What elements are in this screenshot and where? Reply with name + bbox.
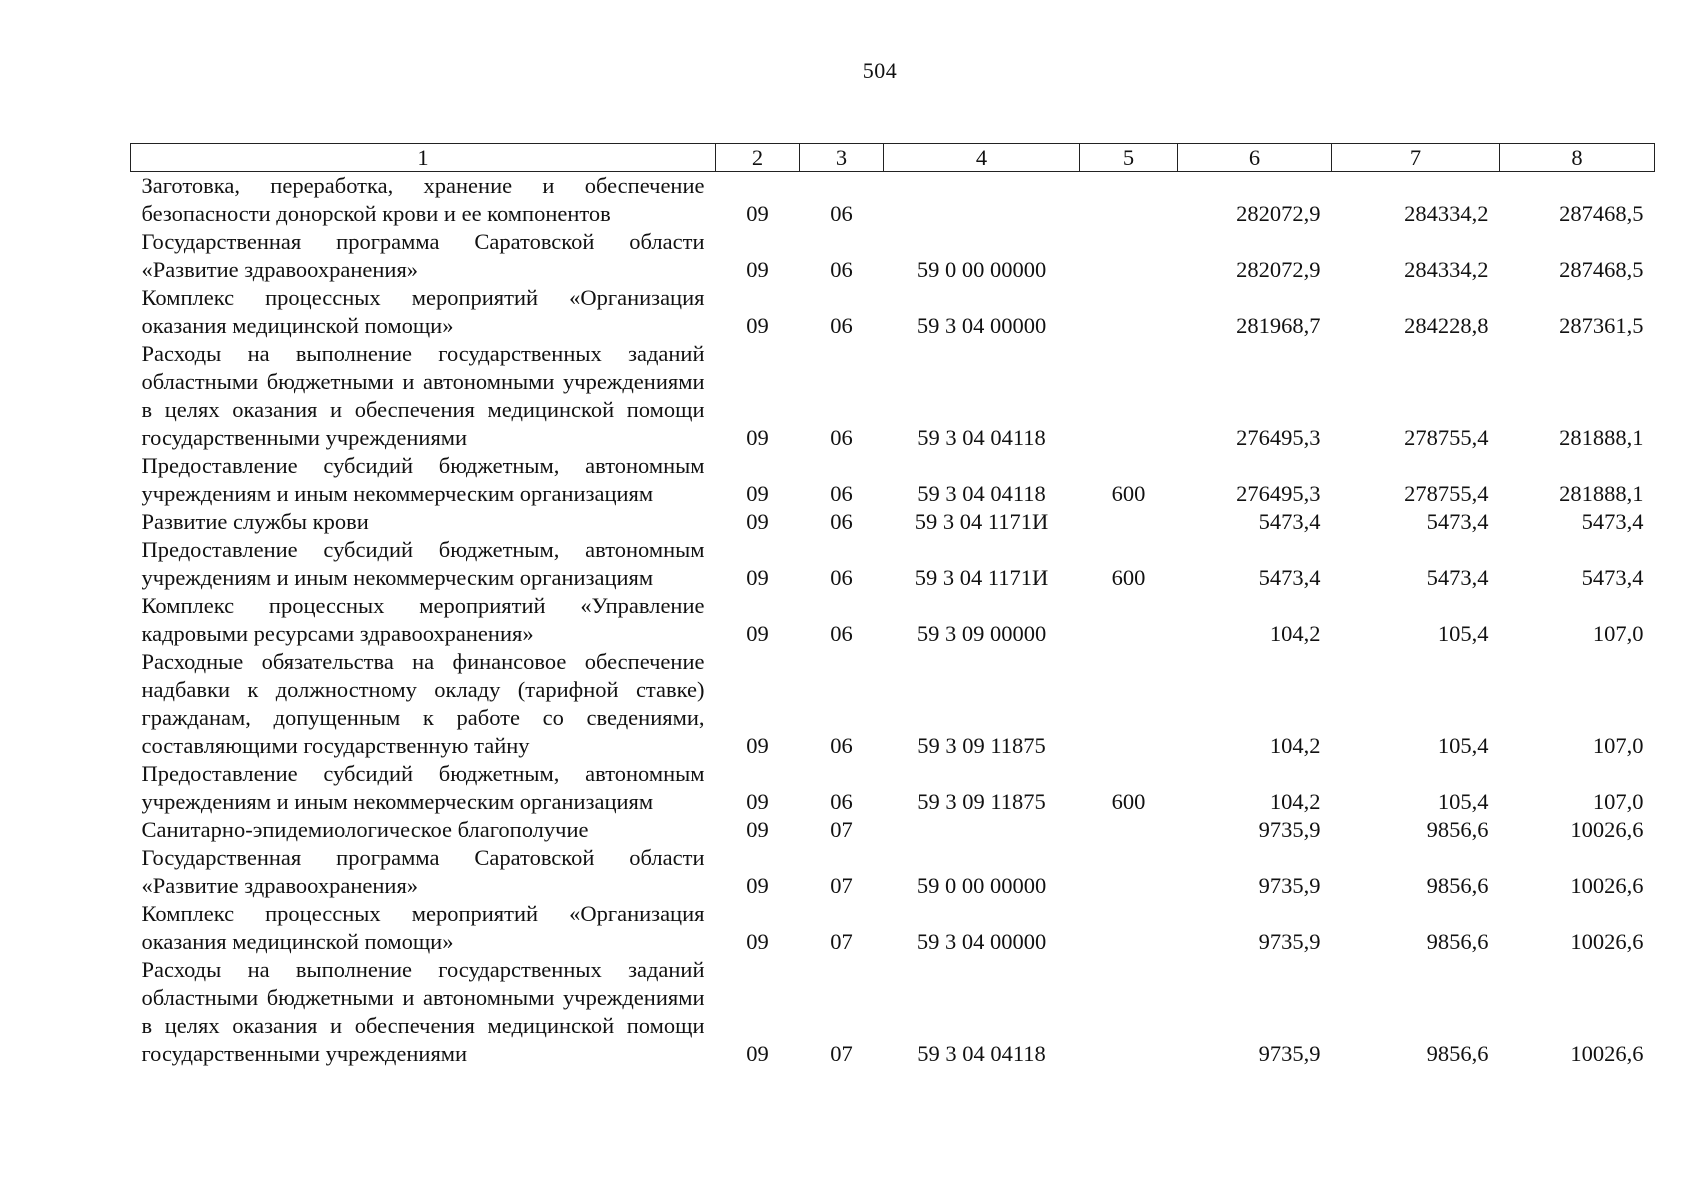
amount-col6: 281968,7 xyxy=(1236,313,1321,338)
amount-col7: 105,4 xyxy=(1437,789,1489,814)
column-header: 1 xyxy=(131,144,716,172)
amount-col8: 287468,5 xyxy=(1559,201,1644,226)
row-name: Развитие службы крови xyxy=(141,509,369,534)
amount-col7: 9856,6 xyxy=(1426,817,1489,842)
table-row xyxy=(131,508,1655,536)
row-name: Санитарно-эпидемиологическое благополучие xyxy=(141,817,589,842)
table-row xyxy=(131,452,1655,508)
amount-col8: 107,0 xyxy=(1592,733,1644,758)
amount-col6: 276495,3 xyxy=(1236,481,1321,506)
amount-col6: 5473,4 xyxy=(1258,565,1321,590)
amount-col7: 9856,6 xyxy=(1426,1041,1489,1066)
amount-col7: 284334,2 xyxy=(1404,201,1489,226)
column-header: 3 xyxy=(800,144,884,172)
amount-col7: 105,4 xyxy=(1437,733,1489,758)
row-name: Государственная программа Саратовской области «Развитие здравоохранения» xyxy=(141,845,705,898)
section-code: 09 xyxy=(746,1041,769,1066)
expense-type-code xyxy=(1080,228,1178,284)
table-row xyxy=(131,284,1655,340)
subsection-code: 06 xyxy=(830,481,853,506)
target-article-code: 59 3 09 00000 xyxy=(916,621,1047,646)
amount-col6: 104,2 xyxy=(1269,621,1321,646)
section-code: 09 xyxy=(746,565,769,590)
amount-col8: 10026,6 xyxy=(1570,929,1644,954)
target-article-code xyxy=(884,172,1080,229)
amount-col7: 105,4 xyxy=(1437,621,1489,646)
subsection-code: 06 xyxy=(830,509,853,534)
subsection-code: 06 xyxy=(830,313,853,338)
target-article-code: 59 3 04 00000 xyxy=(916,929,1047,954)
section-code: 09 xyxy=(746,313,769,338)
page-number: 504 xyxy=(862,58,898,83)
row-name: Предоставление субсидий бюджетным, автономным учреждениям и иным некоммерческим организациям xyxy=(141,761,705,814)
amount-col7: 9856,6 xyxy=(1426,929,1489,954)
column-header: 6 xyxy=(1178,144,1332,172)
table-row xyxy=(131,956,1655,1068)
section-code: 09 xyxy=(746,789,769,814)
subsection-code: 06 xyxy=(830,733,853,758)
section-code: 09 xyxy=(746,509,769,534)
amount-col8: 107,0 xyxy=(1592,789,1644,814)
table-row xyxy=(131,172,1655,229)
amount-col8: 10026,6 xyxy=(1570,817,1644,842)
section-code: 09 xyxy=(746,733,769,758)
table-row xyxy=(131,760,1655,816)
column-header: 7 xyxy=(1332,144,1500,172)
amount-col7: 5473,4 xyxy=(1426,509,1489,534)
expense-type-code xyxy=(1080,508,1178,536)
amount-col8: 287361,5 xyxy=(1559,313,1644,338)
amount-col6: 276495,3 xyxy=(1236,425,1321,450)
section-code: 09 xyxy=(746,873,769,898)
expense-type-code xyxy=(1080,340,1178,452)
header-row xyxy=(131,144,1655,172)
column-header: 5 xyxy=(1080,144,1178,172)
amount-col8: 10026,6 xyxy=(1570,873,1644,898)
expense-type-code xyxy=(1080,592,1178,648)
target-article-code: 59 0 00 00000 xyxy=(916,257,1047,282)
expense-type-code xyxy=(1080,956,1178,1068)
section-code: 09 xyxy=(746,621,769,646)
amount-col8: 281888,1 xyxy=(1559,481,1644,506)
amount-col7: 284228,8 xyxy=(1404,313,1489,338)
subsection-code: 06 xyxy=(830,425,853,450)
section-code: 09 xyxy=(746,817,769,842)
row-name: Комплекс процессных мероприятий «Управление кадровыми ресурсами здравоохранения» xyxy=(141,593,705,646)
amount-col6: 282072,9 xyxy=(1236,257,1321,282)
amount-col8: 107,0 xyxy=(1592,621,1644,646)
amount-col6: 9735,9 xyxy=(1258,1041,1321,1066)
row-name: Расходы на выполнение государственных заданий областными бюджетными и автономными учреждениями в целях оказания и обеспечения медицинской помощи государственными учреждениями xyxy=(141,957,705,1066)
target-article-code: 59 3 04 04118 xyxy=(917,425,1046,450)
section-code: 09 xyxy=(746,425,769,450)
expense-type-code xyxy=(1080,172,1178,229)
expense-type-code xyxy=(1080,648,1178,760)
section-code: 09 xyxy=(746,929,769,954)
expense-type-code: 600 xyxy=(1111,565,1146,590)
amount-col7: 278755,4 xyxy=(1404,425,1489,450)
subsection-code: 07 xyxy=(830,929,853,954)
expense-type-code xyxy=(1080,900,1178,956)
amount-col6: 5473,4 xyxy=(1258,509,1321,534)
amount-col8: 10026,6 xyxy=(1570,1041,1644,1066)
table-row xyxy=(131,900,1655,956)
table-row xyxy=(131,228,1655,284)
expense-type-code: 600 xyxy=(1111,481,1146,506)
expense-type-code xyxy=(1080,844,1178,900)
section-code: 09 xyxy=(746,201,769,226)
table-row xyxy=(131,340,1655,452)
target-article-code: 59 3 04 04118 xyxy=(917,481,1046,506)
amount-col7: 278755,4 xyxy=(1404,481,1489,506)
table-row xyxy=(131,592,1655,648)
expense-type-code xyxy=(1080,816,1178,844)
row-name: Комплекс процессных мероприятий «Организация оказания медицинской помощи» xyxy=(141,285,705,338)
amount-col6: 104,2 xyxy=(1269,733,1321,758)
subsection-code: 07 xyxy=(830,817,853,842)
amount-col8: 5473,4 xyxy=(1581,565,1644,590)
section-code: 09 xyxy=(746,481,769,506)
target-article-code: 59 0 00 00000 xyxy=(916,873,1047,898)
column-header: 4 xyxy=(884,144,1080,172)
subsection-code: 06 xyxy=(830,789,853,814)
column-header: 8 xyxy=(1500,144,1655,172)
section-code: 09 xyxy=(746,257,769,282)
row-name: Комплекс процессных мероприятий «Организация оказания медицинской помощи» xyxy=(141,901,705,954)
row-name: Государственная программа Саратовской области «Развитие здравоохранения» xyxy=(141,229,705,282)
amount-col7: 284334,2 xyxy=(1404,257,1489,282)
amount-col6: 9735,9 xyxy=(1258,817,1321,842)
subsection-code: 06 xyxy=(830,565,853,590)
amount-col7: 5473,4 xyxy=(1426,565,1489,590)
target-article-code: 59 3 04 00000 xyxy=(916,313,1047,338)
amount-col8: 287468,5 xyxy=(1559,257,1644,282)
table-row xyxy=(131,648,1655,760)
amount-col6: 282072,9 xyxy=(1236,201,1321,226)
amount-col8: 5473,4 xyxy=(1581,509,1644,534)
row-name: Предоставление субсидий бюджетным, автономным учреждениям и иным некоммерческим организациям xyxy=(141,453,705,506)
row-name: Предоставление субсидий бюджетным, автономным учреждениям и иным некоммерческим организациям xyxy=(141,537,705,590)
row-name: Расходы на выполнение государственных заданий областными бюджетными и автономными учреждениями в целях оказания и обеспечения медицинской помощи государственными учреждениями xyxy=(141,341,705,450)
subsection-code: 06 xyxy=(830,621,853,646)
subsection-code: 06 xyxy=(830,257,853,282)
amount-col6: 9735,9 xyxy=(1258,929,1321,954)
target-article-code xyxy=(884,816,1080,844)
target-article-code: 59 3 09 11875 xyxy=(917,733,1046,758)
target-article-code: 59 3 04 1171И xyxy=(914,565,1049,590)
budget-table xyxy=(130,143,1655,1068)
table-row xyxy=(131,816,1655,844)
column-header: 2 xyxy=(716,144,800,172)
amount-col6: 104,2 xyxy=(1269,789,1321,814)
target-article-code: 59 3 09 11875 xyxy=(917,789,1046,814)
expense-type-code xyxy=(1080,284,1178,340)
amount-col8: 281888,1 xyxy=(1559,425,1644,450)
target-article-code: 59 3 04 1171И xyxy=(914,509,1049,534)
amount-col7: 9856,6 xyxy=(1426,873,1489,898)
table-row xyxy=(131,844,1655,900)
row-name: Расходные обязательства на финансовое обеспечение надбавки к должностному окладу (тарифной ставке) гражданам, допущенным к работе со сведениями, составляющими государственную тайну xyxy=(141,649,705,758)
amount-col6: 9735,9 xyxy=(1258,873,1321,898)
table-row xyxy=(131,536,1655,592)
row-name: Заготовка, переработка, хранение и обеспечение безопасности донорской крови и ее компонентов xyxy=(141,173,705,226)
expense-type-code: 600 xyxy=(1111,789,1146,814)
target-article-code: 59 3 04 04118 xyxy=(917,1041,1046,1066)
subsection-code: 07 xyxy=(830,1041,853,1066)
subsection-code: 07 xyxy=(830,873,853,898)
subsection-code: 06 xyxy=(830,201,853,226)
